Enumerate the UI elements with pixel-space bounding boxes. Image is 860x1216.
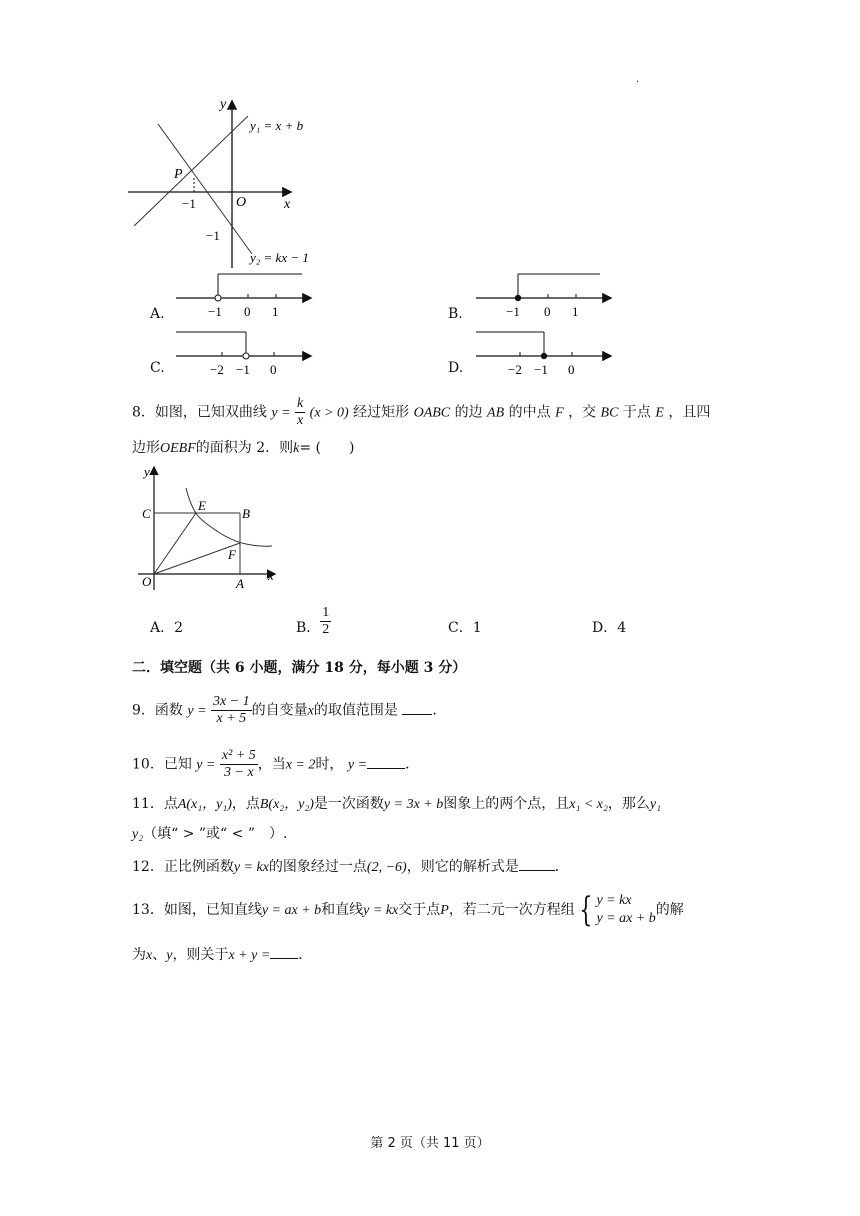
- q12: 12．正比例函数y = kx的图象经过一点(2, −6)，则它的解析式是 ．: [132, 856, 569, 878]
- q7-tick-y: −1: [206, 228, 220, 243]
- svg-text:−1: −1: [534, 362, 548, 377]
- q8-line2: 边形OEBF的面积为 2．则k= ( ): [132, 440, 355, 456]
- page-footer: 第 2 页（共 11 页）: [370, 1136, 490, 1151]
- q7-option-c-numberline: [172, 326, 322, 382]
- q7-tick-x: −1: [182, 196, 196, 211]
- q7-option-b-numberline: [472, 270, 622, 326]
- q8-figure: [126, 460, 286, 596]
- svg-text:1: 1: [272, 304, 279, 319]
- q7-point-label: P: [174, 167, 183, 182]
- q8-frac: $\frac{k}{x}$: [297, 396, 304, 428]
- svg-text:−2: −2: [210, 362, 224, 377]
- svg-text:x: x: [268, 568, 274, 583]
- q7-x-label: x: [284, 197, 291, 212]
- q11-line1: 11．点A(x₁，y₁)，点B(x₂，y₂)是一次函数y = 3x + b图象上的两个点，且x₁ < x₂，那么y₁: [132, 796, 661, 812]
- svg-text:−2: −2: [508, 362, 522, 377]
- q7-origin-label: O: [236, 195, 247, 210]
- q8-choice-a: A．2: [150, 620, 184, 636]
- q7-option-a-numberline: [172, 270, 322, 326]
- q7-option-a-letter: A.: [150, 306, 165, 322]
- q7-line2-label: y₂ = kx − 1: [250, 250, 309, 265]
- q11-line2: y₂（填“ > ”或“ < ” ）.: [132, 826, 288, 842]
- svg-text:F: F: [228, 547, 236, 562]
- q7-option-d-letter: D.: [448, 360, 464, 376]
- q8-choice-c: C．1: [448, 620, 482, 636]
- svg-text:O: O: [142, 574, 152, 589]
- svg-text:0: 0: [568, 362, 575, 377]
- svg-text:E: E: [198, 498, 206, 513]
- q7-y-label: y: [220, 97, 227, 112]
- q7-option-d-numberline: [472, 326, 622, 382]
- svg-text:0: 0: [270, 362, 277, 377]
- svg-text:y: y: [144, 464, 150, 479]
- svg-text:A: A: [236, 576, 244, 591]
- q7-option-b-letter: B.: [448, 306, 463, 322]
- q7-line1-label: y₁ = x + b: [250, 118, 304, 133]
- section-heading: 二．填空题（共 6 小题，满分 18 分，每小题 3 分）: [132, 660, 467, 676]
- q7-graph: [120, 96, 340, 276]
- q7-option-c-letter: C.: [150, 360, 165, 376]
- page-mark: .: [636, 74, 640, 85]
- svg-text:−1: −1: [236, 362, 250, 377]
- svg-text:−1: −1: [208, 304, 222, 319]
- q10: 10．已知 y = $\frac{\text{x² + 5}}{3 - x}$ ，当x = 2时， y = ．: [132, 748, 420, 780]
- svg-text:−1: −1: [506, 304, 520, 319]
- svg-text:0: 0: [244, 304, 251, 319]
- q8-line1: 8．如图，已知双曲线 y = $\frac{k}{x}$ (x > 0) 经过矩形 OABC 的边 AB 的中点 F ，交 BC 于点 E ，且四: [132, 396, 711, 428]
- q13-line1: 13．如图，已知直线y = ax + b和直线y = kx交于点P，若二元一次方程组 { y = kx y = ax + b 的解: [132, 890, 684, 930]
- svg-text:B: B: [242, 506, 250, 521]
- svg-text:C: C: [142, 506, 151, 521]
- svg-text:1: 1: [572, 304, 579, 319]
- q13-line2: 为x、y，则关于x + y = ．: [132, 944, 312, 966]
- q8-choice-d: D．4: [592, 620, 627, 636]
- svg-text:0: 0: [544, 304, 551, 319]
- q8-choice-b: B． $\frac{1}{2}$: [296, 604, 330, 637]
- q9: 9．函数 y = $\frac{3x - 1}{x + 5}$ 的自变量x的取值范围是 ．: [132, 694, 447, 726]
